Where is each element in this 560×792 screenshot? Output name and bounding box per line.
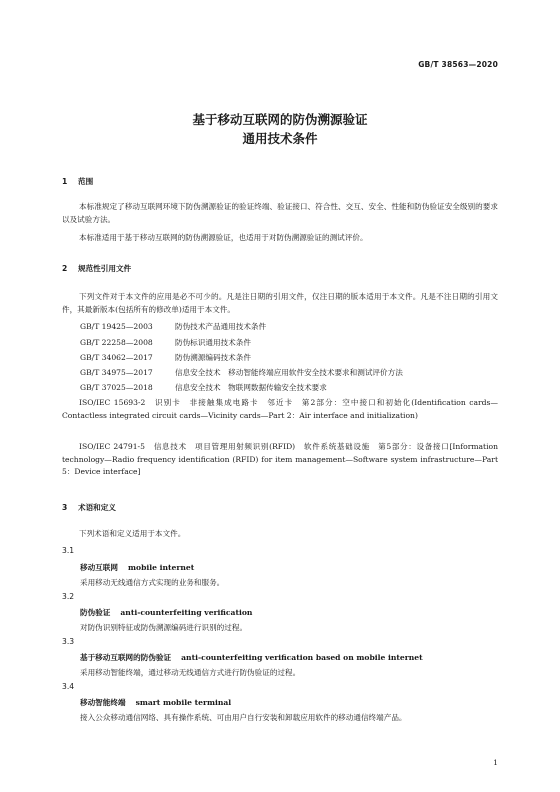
reference-title: 防伪溯源编码技术条件	[175, 353, 251, 362]
term-number: 3.4	[62, 682, 75, 691]
term-chinese: 基于移动互联网的防伪验证	[80, 653, 172, 662]
document-title-line1: 基于移动互联网的防伪溯源验证	[192, 112, 368, 127]
section-number: 1	[62, 177, 68, 186]
term-definition: 采用移动无线通信方式实现的业务和服务。	[80, 578, 225, 587]
section-1-heading	[62, 176, 93, 187]
reference-iso-24791: ISO/IEC 24791-5 信息技术 项目管理用射频识别(RFID) 软件系统基础设施 第5部分：设备接口[Information technology—Radio frequency identification (RFID) for item management—Software system infrastructure—Part 5：Device interface]	[62, 442, 498, 476]
section-number: 3	[62, 503, 68, 512]
term-definition: 对防伪识别特征或防伪溯源编码进行识别的过程。	[80, 623, 248, 632]
reference-code: GB/T 34975—2017	[80, 368, 153, 377]
reference-item	[80, 382, 327, 393]
section-title: 范围	[78, 177, 94, 186]
term-heading	[80, 652, 423, 663]
term-number: 3.3	[62, 637, 75, 646]
term-english: smart mobile terminal	[135, 698, 232, 707]
section-3-heading	[62, 502, 116, 513]
reference-code: GB/T 19425—2003	[80, 322, 153, 331]
term-number: 3.1	[62, 546, 75, 555]
reference-iso-15693: ISO/IEC 15693-2 识别卡 非接触集成电路卡 邻近卡 第2部分：空中接口和初始化(Identification cards—Contactless integrated circuit cards—Vicinity cards—Part 2：Air interface and initialization)	[62, 398, 498, 420]
term-chinese: 移动智能终端	[80, 698, 126, 707]
term-chinese: 防伪验证	[80, 608, 111, 617]
term-english: mobile internet	[127, 563, 195, 572]
reference-title: 防伪标识通用技术条件	[175, 338, 251, 347]
page-number: 1	[493, 758, 498, 767]
term-definition: 接入公众移动通信网络、具有操作系统、可由用户自行安装和卸载应用软件的移动通信终端产品。	[80, 713, 407, 722]
term-english: anti-counterfeiting verification	[120, 608, 253, 617]
term-chinese: 移动互联网	[80, 563, 118, 572]
term-heading	[80, 697, 231, 708]
reference-title: 信息安全技术 移动智能终端应用软件安全技术要求和测试评价方法	[175, 368, 403, 377]
term-heading	[80, 562, 194, 573]
section-2-intro: 下列文件对于本文件的应用是必不可少的。凡是注日期的引用文件，仅注日期的版本适用于本文件。凡是不注日期的引用文件，其最新版本(包括所有的修改单)适用于本文件。	[62, 292, 498, 314]
term-heading	[80, 607, 252, 618]
reference-item	[80, 367, 403, 378]
reference-code: GB/T 34062—2017	[80, 353, 153, 362]
reference-title: 信息安全技术 物联网数据传输安全技术要求	[175, 383, 327, 392]
section-3-intro: 下列术语和定义适用于本文件。	[79, 529, 186, 538]
reference-item	[80, 352, 251, 363]
section-title: 规范性引用文件	[78, 264, 132, 273]
term-definition: 采用移动智能终端，通过移动无线通信方式进行防伪验证的过程。	[80, 668, 301, 677]
section-title: 术语和定义	[78, 503, 116, 512]
reference-item	[80, 337, 251, 348]
reference-code: GB/T 22258—2008	[80, 338, 153, 347]
section-1-paragraph-1: 本标准规定了移动互联网环境下防伪溯源验证的验证终端、验证接口、符合性、交互、安全、性能和防伪验证安全级别的要求以及试验方法。	[62, 202, 498, 224]
reference-item	[80, 321, 266, 332]
term-english: anti-counterfeiting verification based on mobile internet	[181, 653, 423, 662]
term-number: 3.2	[62, 592, 75, 601]
reference-title: 防伪技术产品通用技术条件	[175, 322, 267, 331]
section-2-heading	[62, 263, 131, 274]
document-title-line2: 通用技术条件	[242, 131, 318, 146]
section-number: 2	[62, 264, 68, 273]
standard-code: GB/T 38563—2020	[418, 60, 498, 69]
section-1-paragraph-2: 本标准适用于基于移动互联网的防伪溯源验证，也适用于对防伪溯源验证的测试评价。	[79, 233, 368, 242]
reference-code: GB/T 37025—2018	[80, 383, 153, 392]
